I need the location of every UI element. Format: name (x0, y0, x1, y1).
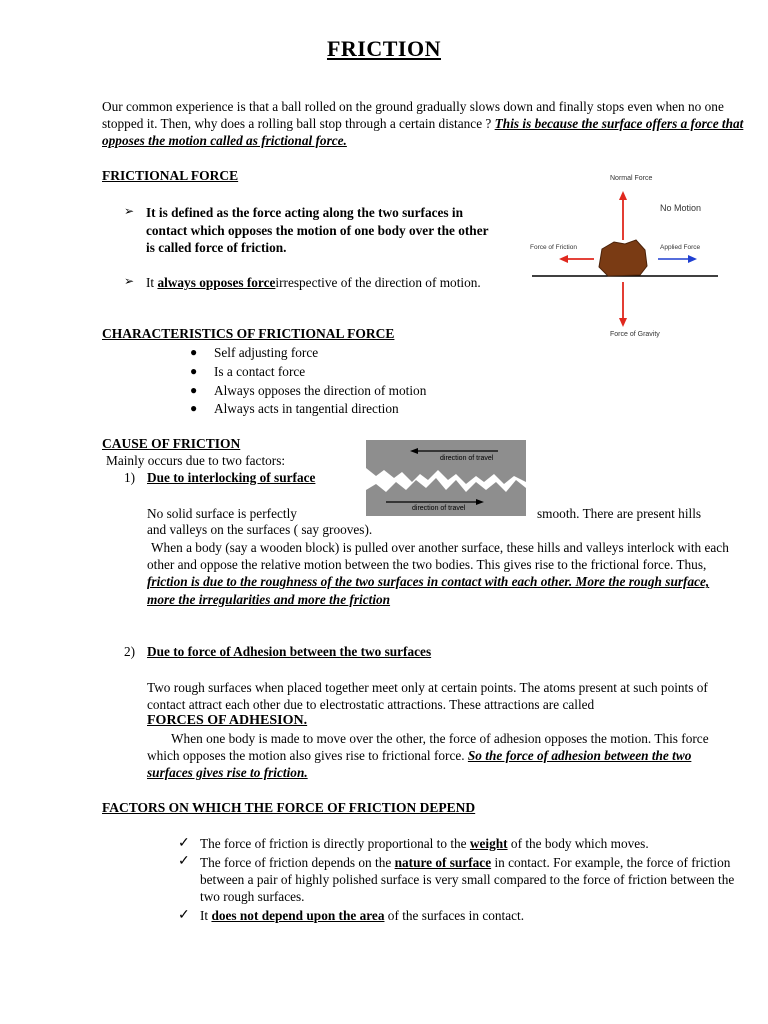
gravity-label: Force of Gravity (610, 331, 660, 338)
cause-item2-title: Due to force of Adhesion between the two surfaces (147, 644, 432, 659)
forces-of-adhesion: FORCES OF ADHESION. (147, 713, 308, 728)
factor-2-bold: nature of surface (394, 855, 492, 870)
friction-label: Force of Friction (530, 244, 577, 251)
item1-body (147, 539, 737, 608)
bottom-travel-label: direction of travel (412, 505, 466, 512)
check-icon: ✓ (178, 854, 190, 869)
item2-body2-text: When one body is made to move over the other, the force of adhesion opposes the motion. This force which opposes the motion also gives rise to frictional force. (147, 731, 709, 764)
factor-2-post: in contact. For example, the force of friction between a pair of highly polished surface is very small compared to the force of friction between the two rough surfaces. (200, 855, 735, 905)
intro-paragraph (102, 98, 747, 149)
check-icon: ✓ (178, 908, 190, 923)
friction-opposes (146, 274, 491, 292)
normal-force-label (610, 175, 653, 182)
page-title: FRICTION (326, 36, 441, 61)
item2-emphasis: So the force of adhesion between the two surfaces gives rise to friction. (147, 748, 692, 781)
item1-emphasis: friction is due to the roughness of the two surfaces in contact with each other. More the rough surface, more the irregularities and more the friction (147, 574, 710, 607)
factor-1 (200, 836, 740, 852)
factor-3-post: of the surfaces in contact. (387, 908, 525, 923)
top-travel-label: direction of travel (440, 455, 494, 462)
bullet-icon: ● (190, 364, 198, 378)
friction-definition: It is defined as the force acting along the two surfaces in contact which opposes the motion of one body over the other is called force of friction. (146, 205, 489, 255)
normal-label-text: Normal Force (610, 175, 653, 182)
arrow-bullet-icon: ➢ (124, 274, 135, 288)
characteristic-item: Always acts in tangential direction (214, 401, 399, 416)
friction-force-diagram (528, 170, 722, 350)
gravity-arrow-head (619, 318, 627, 327)
arrow-bullet-icon: ➢ (124, 204, 135, 218)
item1-body-text: When a body (say a wooden block) is pulled over another surface, these hills and valleys interlock with each other and oppose the relative motion between the two bodies. This gives rise to the frictional force. Thus, (147, 540, 729, 573)
factor-2 (200, 854, 735, 906)
cause-item2-number: 2) (124, 644, 136, 659)
item2-body2 (147, 730, 737, 782)
factor-3-pre: It (200, 908, 209, 923)
cause-item1-title: Due to interlocking of surface (147, 470, 316, 485)
check-icon: ✓ (178, 836, 190, 851)
opposes-bold: always opposes force (157, 275, 276, 290)
opposes-suffix: irrespective of the direction of motion. (275, 275, 481, 290)
intro-emphasis: This is because the surface offers a force that opposes the motion called as frictional force. (102, 116, 744, 148)
cause-intro: Mainly occurs due to two factors: (106, 453, 286, 468)
factors-heading: FACTORS ON WHICH THE FORCE OF FRICTION DEPEND (102, 800, 476, 815)
factor-1-pre: The force of friction is directly proportional to the (200, 836, 467, 851)
characteristic-item: Self adjusting force (214, 345, 319, 360)
factor-3-bold: does not depend upon the area (211, 908, 385, 923)
bullet-icon: ● (190, 401, 198, 415)
factor-2-pre: The force of friction depends on the (200, 855, 392, 870)
friction-arrow-head (559, 255, 568, 263)
factor-1-post: of the body which moves. (510, 836, 649, 851)
item1-line1-right: smooth. There are present hills (537, 506, 702, 521)
item2-body1: Two rough surfaces when placed together meet only at certain points. The atoms present at such points of contact attract each other due to electrostatic attractions. These attractions are called (147, 680, 708, 713)
frictional-force-heading: FRICTIONAL FORCE (102, 168, 239, 183)
block-icon (599, 240, 647, 276)
cause-heading: CAUSE OF FRICTION (102, 436, 241, 451)
item1-line2: and valleys on the surfaces ( say grooves). (147, 522, 373, 537)
characteristic-item: Always opposes the direction of motion (214, 383, 427, 398)
normal-arrow-head (619, 191, 627, 200)
applied-arrow-head (688, 255, 697, 263)
characteristics-heading: CHARACTERISTICS OF FRICTIONAL FORCE (102, 326, 395, 341)
cause-item1-number: 1) (124, 470, 136, 485)
item1-line1-left: No solid surface is perfectly (147, 506, 297, 521)
factor-1-bold: weight (469, 836, 508, 851)
surface-roughness-diagram (366, 440, 526, 516)
factor-3 (200, 908, 740, 924)
bullet-icon: ● (190, 345, 198, 359)
applied-label: Applied Force (660, 244, 701, 251)
characteristic-item: Is a contact force (214, 364, 306, 379)
intro-text: Our common experience is that a ball rolled on the ground gradually slows down and finally stops even when no one stopped it. Then, why does a rolling ball stop through a certain distance ? (102, 99, 724, 131)
bullet-icon: ● (190, 383, 198, 397)
no-motion-label: No Motion (660, 203, 702, 213)
opposes-prefix: It (146, 275, 155, 290)
